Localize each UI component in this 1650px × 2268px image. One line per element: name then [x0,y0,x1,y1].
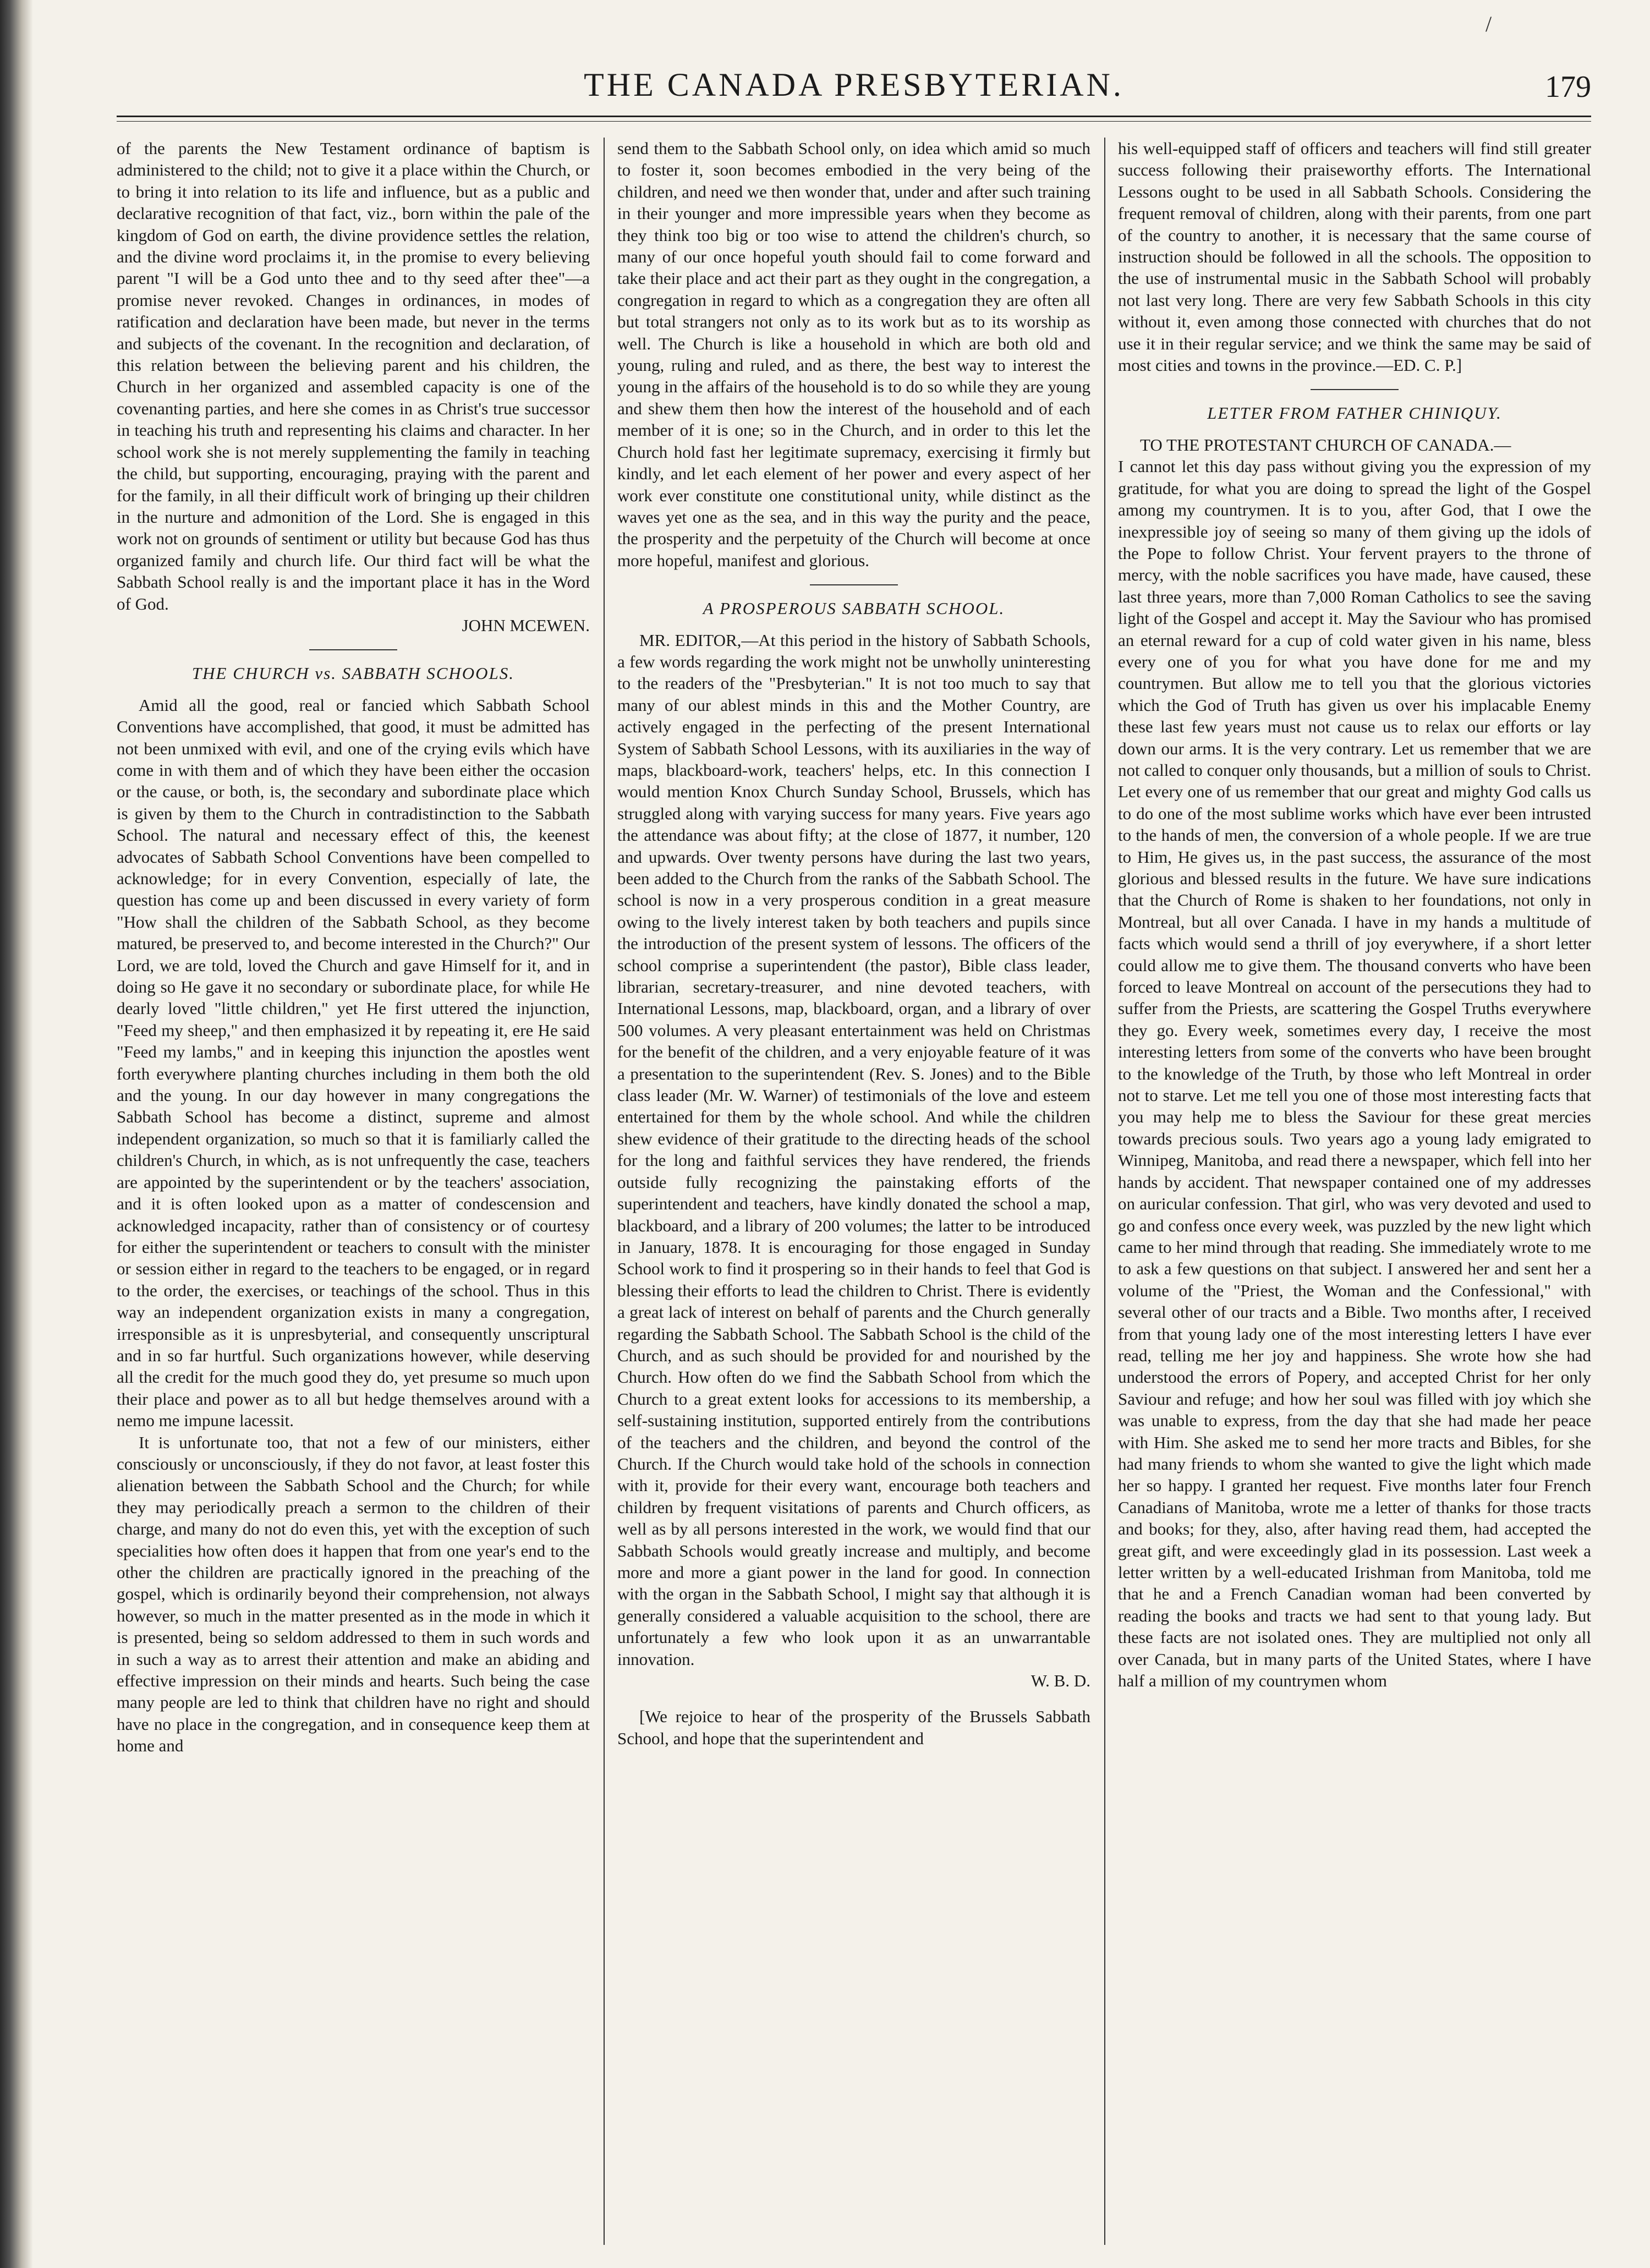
letter-paragraph: MR. EDITOR,—At this period in the history of Sabbath Schools, a few words regarding the work might not be unwholly uninteresting to the readers of the "Presbyterian." It is not too much to say that many of our ablest minds in this and the Mother Country, are actively engaged in the perfecting of the present International System of Sabbath School Lessons, with its auxiliaries in the way of maps, blackboard-work, teachers' helps, etc. In this connection I would mention Knox Church Sunday School, Brussels, which has struggled along with varying success for many years. Five years ago the attendance was about fifty; at the close of 1877, it number, 120 and upwards. Over twenty persons have during the last two years, been added to the Church from the ranks of the Sabbath School. The school is now in a very prosperous condition in a great measure owing to the lively interest taken by both teachers and pupils since the introduction of the present system of lessons. The officers of the school comprise a superintendent (the pastor), Bible class leader, librarian, secretary-treasurer, and nine devoted teachers, with International Lessons, map, blackboard, organ, and a library of over 500 volumes. A very pleasant entertainment was held on Christmas for the benefit of the children, and a very enjoyable feature of it was a presentation to the superintendent (Rev. S. Jones) and to the Bible class leader (Mr. W. Warner) of testimonials of the love and esteem entertained for them by the whole school. And while the children shew evidence of their gratitude to the directing heads of the school for the long and faithful services they have rendered, the friends outside fully recognizing the painstaking efforts of the superintendent and teachers, have kindly donated the school a map, blackboard, and a library of 200 volumes; the latter to be introduced in January, 1878. It is encouraging for those engaged in Sunday School work to find it prospering so in their hands to feel that God is blessing their efforts to lead the children to Christ. There is evidently a great lack of interest on behalf of parents and the Church generally regarding the Sabbath School. The Sabbath School is the child of the Church, and as such should be provided for and nourished by the Church. How often do we find the Sabbath School from which the Church to a great extent looks for accessions to its membership, a self-sustaining institution, supported entirely from the contributions of the teachers and the children, and beyond the control of the Church. If the Church would take hold of the schools in connection with it, provide for their every want, encourage both teachers and children by frequent visitations of parents and Church officers, as well as by all persons interested in the work, we would find that our Sabbath Schools would greatly increase and multiply, and become more and more a giant power in the land for good. In connection with the organ in the Sabbath School, I might say that although it is generally considered a valuable acquisition to the school, there are unfortunately a few who look upon it as an unwarrantable innovation. [617,630,1090,1669]
header-rule-thin [117,121,1591,122]
article-heading: THE CHURCH vs. SABBATH SCHOOLS. [191,664,515,683]
editor-note-continuation: his well-equipped staff of officers and teachers will find still greater success following their praiseworthy efforts. The International Lessons ought to be used in all Sabbath Schools. Considering the frequent removal of children, along with their parents, from one part of the country to another, it is necessary that the same course of instruction should be followed in all the schools. The opposition to the use of instrumental music in the Sabbath School will probably not last very long. There are very few Sabbath Schools in this city without it, even among those connected with churches that do not use it in their regular service; and we think the same may be said of most cities and towns in the province.—ED. C. P.] [1118,139,1591,375]
article-columns [117,138,1591,2245]
article-continuation-paragraph: send them to the Sabbath School only, on idea which amid so much to foster it, soon becomes embodied in the very being of the children, and need we then wonder that, under and after such training in their younger and more impressible years when they become as they think too big or too wise to attend the children's church, so many of our once hopeful youth should fail to come forward and take their place and act their part as they ought in the congregation, a congregation in regard to which as a congregation they are often all but total strangers not only as to its work but as to its worship as well. The Church is like a household in which are both old and young, ruling and ruled, and as there, the best way to interest the young in the affairs of the household is to do so while they are young and shew them then how the interest of the household and of each member of it is one; so in the Church, and in order to this let the Church hold fast her legitimate supremacy, exercising it firmly but kindly, and let each element of her power and every aspect of her work ever constitute one constitutional unity, while distinct as the waves yet one as the sea, and in this way the purity and the peace, the prosperity and the perpetuity of the Church will become at once more hopeful, manifest and glorious. [617,139,1090,570]
column-divider [604,138,605,2245]
letter-paragraph: I cannot let this day pass without giving you the expression of my gratitude, for what you are doing to spread the light of the Gospel among my countrymen. It is to you, after God, that I owe the inexpressible joy of seeing so many of them giving up the idols of the Pope to follow Christ. Your fervent prayers to the throne of mercy, with the noble sacrifices you have made, have caused, these last three years, more than 7,000 Roman Catholics to see the saving light of the Gospel and accept it. May the Saviour who has promised an eternal reward for a cup of cold water given in his name, bless every one of you for what you have done for me and my countrymen. But allow me to tell you that the glorious victories which the God of Truth has given us over his implacable Enemy these last few years must not cause us to relax our efforts or lay down our arms. It is the very contrary. Let us remember that we are not called to conquer only thousands, but a million of souls to Christ. Let every one of us remember that our great and mighty God calls us to do one of the most sublime works which have ever been intrusted to the hands of men, the conversion of a whole people. If we are true to Him, He gives us, in the past success, the assurance of the most glorious and blessed results in the future. We have sure indications that the Church of Rome is shaken to her foundations, not only in Montreal, but all over Canada. I have in my hands a multitude of facts which would send a thrill of joy everywhere, if a short letter could allow me to give them. The thousand converts who have been forced to leave Montreal on account of the persecutions they had to suffer from the Priests, are scattering the Gospel Truths everywhere they go. Every week, sometimes every day, I receive the most interesting letters from some of the converts who have been brought to the knowledge of the Truth, by those who left Montreal in order not to starve. Let me tell you one of those most interesting facts that you may help me to bless the Saviour for these great mercies towards precious souls. Two years ago a young lady emigrated to Winnipeg, Manitoba, and read there a newspaper, which fell into her hands by accident. That newspaper contained one of my addresses on auricular confession. That girl, who was very devoted and used to go and confess once every week, was puzzled by the new light which came to her mind through that reading. She immediately wrote to me to ask a few questions on that subject. I answered her and sent her a volume of the "Priest, the Woman and the Confessional," with several other of our tracts and a Bible. Two months after, I received from that young lady one of the most interesting letters I have ever read, telling me her joy and happiness. She wrote how she had understood the errors of Popery, and accepted Christ for her only Saviour and refuge; and how her soul was filled with joy which she was unable to express, from the day that she had made her peace with Him. She asked me to send her more tracts and Bibles, for she had many friends to whom she wanted to give the light which made her so happy. I granted her request. Five months later four French Canadians of Manitoba, wrote me a letter of thanks for those tracts and books; for they, also, after having read them, had accepted the great gift, and were exceedingly glad in its possession. Last week a letter written by a well-educated Irishman from Manitoba, told me that he and a French Canadian woman had been converted by reading the books and tracts we had sent to that young lady. But these facts are not isolated ones. They are multiplied not only all over Canada, but in many parts of the United States, where I have half a million of my countrymen whom [1118,457,1591,1691]
column-1 [117,138,590,2245]
publication-title: THE CANADA PRESBYTERIAN. [584,67,1124,103]
author-signature: W. B. D. [1030,1671,1090,1691]
header-rule [117,116,1591,117]
corner-mark: / [1485,12,1492,36]
column-3 [1118,138,1591,2245]
scan-edge-shadow [0,0,33,2268]
page-number: 179 [1545,70,1591,104]
column-divider [1104,138,1105,2245]
article-heading: LETTER FROM FATHER CHINIQUY. [1207,403,1502,423]
letter-salutation: TO THE PROTESTANT CHURCH OF CANADA.— [1140,435,1511,454]
article-paragraph: It is unfortunate too, that not a few of our ministers, either consciously or unconsciously, if they do not favor, at least foster this alienation between the Sabbath School and the Church; for while they may periodically preach a sermon to the children of their charge, and many do not do even this, yet with the exception of such specialities how often does it happen that from one year's end to the other the children are practically ignored in the preaching of the gospel, which is ordinarily beyond their comprehension, not always however, so much in the matter presented as in the mode in which it is presented, being so seldom addressed to them in such words and in such a way as to arrest their attention and make an abiding and effective impression on their minds and hearts. Such being the case many people are led to think that children have no right and should have no place in the congregation, and in consequence keep them at home and [117,1432,590,1756]
article-paragraph: Amid all the good, real or fancied which Sabbath School Conventions have accomplished, that good, it must be admitted has not been unmixed with evil, and one of the crying evils which have come in with them and of which they have been either the occasion or the cause, or both, is, the secondary and subordinate place which is given by them to the Church in contradistinction to the Sabbath School. The natural and necessary effect of this, the keenest advocates of Sabbath School Conventions have been compelled to acknowledge; for in every Convention, especially of late, the question has come up and been discussed in every variety of form "How shall the children of the Sabbath School, as they become matured, be preserved to, and become interested in the Church?" Our Lord, we are told, loved the Church and gave Himself for it, and in doing so He gave it no secondary or subordinate place, for while He dearly loved "little children," yet He first uttered the injunction, "Feed my sheep," and then emphasized it by repeating it, ere He said "Feed my lambs," and in keeping this injunction the apostles went forth everywhere planting churches including in them both the old and the young. In our day however in many congregations the Sabbath School has become a distinct, supreme and almost independent organization, so much so that it is familiarly called the children's Church, in which, as is not unfrequently the case, teachers are appointed by the superintendent or by the teachers' association, and it is often looked upon as a matter of condescension and acknowledged incapacity, rather than of consistency or of courtesy for either the superintendent or teachers to consult with the minister or session either in regard to the teachers to be engaged, or in regard to the order, the exercises, or teachings of the school. Thus in this way an independent organization exists in many a congregation, irresponsible as it is unpresbyterial, and consequently unscriptural and in so far hurtful. Such organizations however, while deserving all the credit for the much good they do, yet presume so much upon their place and power as to all but hedge themselves around with a nemo me impune lacessit. [117,695,590,1431]
page-header [117,66,1591,127]
section-rule [810,584,898,585]
section-rule [1311,389,1399,390]
article-heading: A PROSPEROUS SABBATH SCHOOL. [703,599,1005,618]
section-rule [309,649,397,650]
editor-note-paragraph: [We rejoice to hear of the prosperity of the Brussels Sabbath School, and hope that the superintendent and [617,1707,1090,1748]
author-signature: JOHN MCEWEN. [462,615,590,635]
article-continuation-paragraph: of the parents the New Testament ordinance of baptism is administered to the child; not to give it a place within the Church, or to bring it into relation to its life and influence, but as a public and declarative recognition of that fact, viz., born within the pale of the kingdom of God on earth, the divine providence settles the relation, and the divine word proclaims it, in the promise to every believing parent "I will be a God unto thee and to thy seed after thee"—a promise never revoked. Changes in ordinances, in modes of ratification and declaration have been made, but never in the terms and subjects of the covenant. In the recognition and declaration, of this relation between the believing parent and his children, the Church in her organized and assembled capacity is one of the covenanting parties, and here she comes in as Christ's true successor in teaching his truth and representing his claims and character. In her school work she is not merely supplementing the family in teaching the child, but supporting, encouraging, praying with the parent and for the family, in all their difficult work of bringing up their children in the nurture and admonition of the Lord. She is engaged in this work not on grounds of sentiment or utility but because God has thus organized family and church life. Our third fact will be what the Sabbath School really is and the important place it has in the Word of God. [117,139,590,613]
column-2 [617,138,1090,2245]
